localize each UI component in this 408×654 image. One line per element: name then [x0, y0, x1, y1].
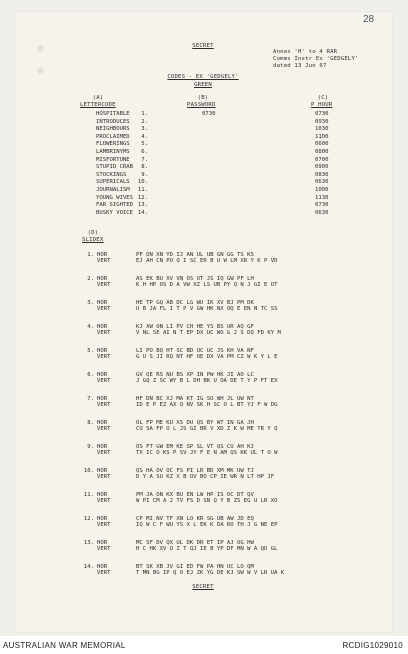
- slidex-entry: [80, 396, 380, 410]
- slidex-entry: [80, 348, 380, 362]
- code-number: 11.: [137, 187, 148, 193]
- vert-label: VERT: [97, 402, 111, 408]
- hor-label: HOR: [97, 444, 108, 450]
- vert-label: VERT: [97, 282, 111, 288]
- p-hour: 0630: [315, 209, 329, 216]
- p-hour: 0730: [315, 111, 329, 117]
- slidex-entry: [80, 492, 380, 506]
- hor-values: MC SF DV QX UL DK DR ET IP AJ OG HW: [136, 540, 254, 546]
- code-row: [80, 202, 360, 208]
- page-number-handwritten: 28: [363, 14, 375, 25]
- column-c-header: P HOUR: [311, 102, 333, 108]
- slidex-entry: [80, 516, 380, 530]
- vert-values: V NL SE AI N T EP DX UC WO G J S DQ FD KY M: [136, 330, 281, 336]
- hor-values: CP MI NV TF XN LO KR SG UB AW JD EQ: [136, 516, 254, 522]
- code-number: 8.: [141, 164, 148, 171]
- code-row: [80, 149, 360, 155]
- lettercode: JOURNALISM: [96, 187, 130, 193]
- code-row: [80, 179, 360, 185]
- lettercode: MISFORTUNE: [96, 156, 130, 163]
- column-b-header: PASSWORD: [187, 102, 216, 108]
- slidex-number: 10.: [83, 468, 94, 474]
- vert-values: EJ AH CN PO Q I SC ER B U W LM XR Y K P VD: [136, 258, 278, 264]
- hor-label: HOR: [97, 492, 108, 498]
- lettercode: INTRODUCES: [96, 118, 130, 125]
- punch-hole: [37, 45, 44, 52]
- code-number: 7.: [141, 156, 148, 163]
- annex-line-2: Comms Instr Ex 'GEDGELY': [273, 56, 359, 62]
- code-number: 3.: [141, 126, 148, 133]
- slidex-number: 12.: [83, 516, 94, 522]
- vert-values: D Y A SU KZ X B OV BO CP IE WR N LT HP JF: [136, 474, 275, 480]
- p-hour: 1000: [315, 187, 329, 193]
- lettercode: FAR SIGHTED: [96, 202, 134, 209]
- slidex-number: 13.: [83, 540, 94, 546]
- slidex-number: 3.: [87, 300, 94, 306]
- slidex-entry: [80, 324, 380, 338]
- code-number: 4.: [141, 133, 148, 140]
- code-number: 6.: [141, 149, 148, 155]
- document-title: CODES - EX 'GEDGELY': [167, 74, 239, 80]
- vert-values: TX IC O KS P SV JY F E N AM QS KK UL T O W: [136, 450, 278, 456]
- slidex-entry: [80, 468, 380, 482]
- code-row: [80, 164, 360, 170]
- p-hour: 0900: [315, 164, 329, 171]
- code-row: [80, 187, 360, 193]
- annex-line-1: Annex 'H' to 4 RAR: [273, 49, 338, 55]
- hor-values: QS HA OV OC FS PI LR BD XM MK UW TJ: [136, 468, 254, 474]
- vert-values: K H HP OS D A VW XZ LS UB PY Q N J GI E OT: [136, 282, 278, 288]
- slidex-entry: [80, 276, 380, 290]
- archive-footer: [0, 636, 408, 654]
- hor-values: PM JA ON KX BU EN LW HP IS OC DT QV: [136, 492, 254, 498]
- vert-label: VERT: [97, 474, 111, 480]
- vert-label: VERT: [97, 258, 111, 264]
- vert-values: T MN BG IP Q O EJ ZK YG DE KJ SW W V LR UA K: [136, 570, 285, 576]
- vert-values: ID E P EZ AX Q NV SK H SC O L BT YJ F W DG: [136, 402, 278, 408]
- footer-institution: AUSTRALIAN WAR MEMORIAL: [3, 641, 126, 650]
- vert-label: VERT: [97, 330, 111, 336]
- vert-label: VERT: [97, 522, 111, 528]
- vert-values: H C HK XV O Z T QJ IE B YP DF MN W A QU GL: [136, 546, 278, 552]
- hor-values: GV QE RS NU BS XP IN PW HK JI AO LC: [136, 372, 254, 378]
- vert-values: J GQ Z SC WY B L DH BK U OA DE T Y P FT EX: [136, 378, 278, 384]
- slidex-entry: [80, 300, 380, 314]
- p-hour: 1100: [315, 133, 329, 140]
- hor-values: KJ XW ON LI PV CH HE YS BS UR AQ GF: [136, 324, 254, 330]
- vert-label: VERT: [97, 426, 111, 432]
- slidex-number: 4.: [87, 324, 94, 330]
- hor-values: OL FP ME KU XS DU QS BY WT IN GA JH: [136, 420, 254, 426]
- slidex-number: 5.: [87, 348, 94, 354]
- slidex-number: 9.: [87, 444, 94, 450]
- column-c-letter: (C): [317, 95, 329, 101]
- hor-values: PF ON XN YD IJ AN UL UB GN GG TS KS: [136, 252, 254, 258]
- hor-label: HOR: [97, 516, 108, 522]
- slidex-number: 6.: [87, 372, 94, 378]
- vert-label: VERT: [97, 450, 111, 456]
- vert-label: VERT: [97, 498, 111, 504]
- p-hour: 0930: [315, 118, 329, 125]
- vert-values: G U S JI RQ NT HF OE DX VA PM CZ W K Y L E: [136, 354, 278, 360]
- p-hour: 0600: [315, 141, 329, 148]
- slidex-number: 7.: [87, 396, 94, 402]
- vert-values: CU SA FP O L JS GI BR V XD Z K W ME TR Y Q: [136, 426, 278, 432]
- hor-label: HOR: [97, 540, 108, 546]
- code-row: [80, 141, 360, 147]
- p-hour: 0700: [315, 156, 329, 163]
- hor-values: LI PO BQ HT SC BD UC UC JS KH VA NF: [136, 348, 254, 354]
- hor-label: HOR: [97, 420, 108, 426]
- slidex-number: 1.: [87, 252, 94, 258]
- code-row: [80, 157, 360, 163]
- annex-line-3: dated 13 Jun 67: [273, 63, 327, 69]
- p-hour: 0630: [315, 179, 329, 186]
- vert-values: IQ W C F WU YS X L EK K DA RO TH J G NE EP: [136, 522, 278, 528]
- code-number: 9.: [141, 171, 148, 178]
- hor-values: HE TP GQ AB DC LG WU IK XV BJ PM DK: [136, 300, 254, 306]
- code-number: 13.: [137, 202, 148, 209]
- password: 0730: [202, 111, 216, 117]
- lettercode: PROCLAIMED: [96, 133, 130, 140]
- vert-values: U B JA FL I T P V GW HK NX OQ E EN N TC SS: [136, 306, 278, 312]
- slidex-entry: [80, 540, 380, 554]
- vert-label: VERT: [97, 570, 111, 576]
- code-row: [80, 195, 360, 201]
- hor-label: HOR: [97, 348, 108, 354]
- lettercode: SUPERICALS: [96, 179, 130, 186]
- slidex-entry: [80, 420, 380, 434]
- code-number: 1.: [141, 111, 148, 117]
- slidex-number: 8.: [87, 420, 94, 426]
- vert-values: W PI CM A J TV FS D SN Q Y B ZS EG U LR XO: [136, 498, 278, 504]
- code-row: [80, 134, 360, 140]
- vert-label: VERT: [97, 378, 111, 384]
- footer-record-id: RCDIG1029010: [342, 641, 403, 650]
- lettercode: STOCKINGS: [96, 171, 127, 178]
- p-hour: 0830: [315, 171, 329, 178]
- lettercode: LAMBRINYMS: [96, 149, 130, 155]
- lettercode: NEIGHBOURS: [96, 126, 130, 133]
- document-subtitle: GREEN: [194, 82, 212, 88]
- hor-label: HOR: [97, 372, 108, 378]
- lettercode: HOSPITABLE: [96, 111, 130, 117]
- column-a-header: LETTERCODE: [80, 102, 116, 108]
- hor-label: HOR: [97, 324, 108, 330]
- hor-values: HF DN BC XJ MA KT IG SO WH JL UW NT: [136, 396, 254, 402]
- code-number: 2.: [141, 118, 148, 125]
- slidex-number: 2.: [87, 276, 94, 282]
- vert-label: VERT: [97, 546, 111, 552]
- slidex-number: 11.: [83, 492, 94, 498]
- punch-hole: [37, 67, 44, 74]
- slidex-entry: [80, 372, 380, 386]
- slidex-number: 14.: [83, 564, 94, 570]
- code-row: [80, 172, 360, 178]
- hor-label: HOR: [97, 276, 108, 282]
- p-hour: 1030: [315, 126, 329, 133]
- code-row: [80, 111, 360, 117]
- code-row: [80, 126, 360, 132]
- p-hour: 0730: [315, 202, 329, 209]
- code-number: 5.: [141, 141, 148, 148]
- hor-label: HOR: [97, 300, 108, 306]
- code-row: [80, 210, 360, 216]
- p-hour: 1130: [315, 194, 329, 201]
- bottom-classification: SECRET: [192, 584, 214, 590]
- hor-label: HOR: [97, 396, 108, 402]
- hor-values: AS EK BU XV VN OS OT JS IQ GW PF LH: [136, 276, 254, 282]
- hor-label: HOR: [97, 564, 108, 570]
- code-row: [80, 119, 360, 125]
- vert-label: VERT: [97, 306, 111, 312]
- lettercode: YOUNG WIVES: [96, 194, 134, 201]
- slidex-header: SLIDEX: [82, 237, 104, 243]
- slidex-entry: [80, 252, 380, 266]
- lettercode: FLOWERINGS: [96, 141, 130, 148]
- column-b-letter: (B): [197, 95, 209, 101]
- lettercode: STUPID CRAB: [96, 164, 134, 171]
- slidex-entry: [80, 444, 380, 458]
- slidex-letter: (D): [87, 230, 99, 236]
- lettercode: BUSKY VOICE: [96, 209, 134, 216]
- code-number: 10.: [137, 179, 148, 186]
- code-number: 14.: [137, 209, 148, 216]
- hor-label: HOR: [97, 468, 108, 474]
- top-classification: SECRET: [192, 43, 214, 49]
- code-number: 12.: [137, 194, 148, 201]
- vert-label: VERT: [97, 354, 111, 360]
- hor-label: HOR: [97, 252, 108, 258]
- document-page: [15, 12, 392, 632]
- hor-values: BT SK XB JV GI ED FW PA HN UC LO QM: [136, 564, 254, 570]
- column-a-letter: (A): [92, 95, 104, 101]
- hor-values: OS FT GW EM KE SP SL VT QS CU AH KJ: [136, 444, 254, 450]
- slidex-entry: [80, 564, 380, 578]
- p-hour: 0800: [315, 149, 329, 155]
